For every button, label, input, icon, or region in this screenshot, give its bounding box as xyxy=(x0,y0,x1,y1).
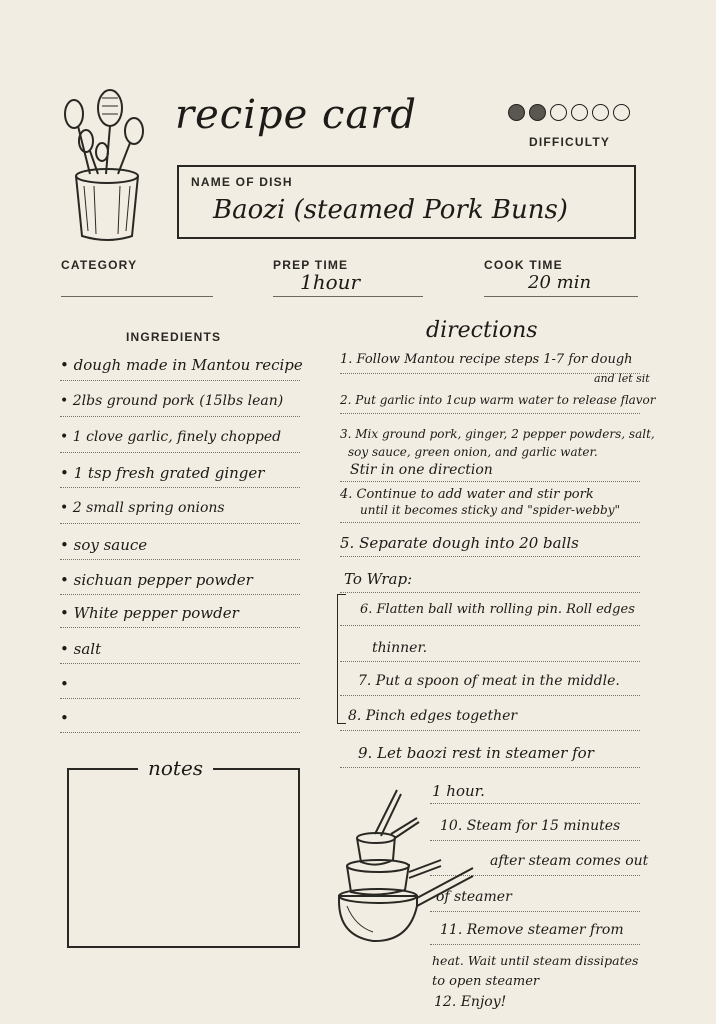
difficulty-rating xyxy=(508,104,630,121)
direction-step: 1 hour. xyxy=(432,782,485,800)
ingredient-text: salt xyxy=(73,640,102,658)
prep-time-label: PREP TIME xyxy=(273,258,349,272)
ingredients-title: INGREDIENTS xyxy=(126,330,222,344)
category-label: CATEGORY xyxy=(61,258,138,272)
ingredient-line xyxy=(60,698,300,699)
notes-title: notes xyxy=(138,756,213,780)
direction-step: 1. Follow Mantou recipe steps 1-7 for dough xyxy=(340,352,633,367)
cook-time-line xyxy=(484,296,638,297)
direction-step: 10. Steam for 15 minutes xyxy=(440,818,621,834)
direction-step: soy sauce, green onion, and garlic water. xyxy=(348,445,598,459)
cook-time-label: COOK TIME xyxy=(484,258,563,272)
direction-note: and let sit xyxy=(594,372,650,385)
dish-name-value: Baozi (steamed Pork Buns) xyxy=(213,195,568,225)
ingredient-text: soy sauce xyxy=(73,536,148,554)
direction-line xyxy=(340,522,640,523)
direction-line xyxy=(340,373,640,374)
ingredient-line xyxy=(60,559,300,560)
direction-line xyxy=(340,556,640,557)
prep-time-line xyxy=(273,296,423,297)
direction-step: thinner. xyxy=(372,640,428,656)
ingredient-text: 1 clove garlic, finely chopped xyxy=(72,429,282,445)
cooking-pots-icon xyxy=(325,786,475,946)
directions-title: directions xyxy=(426,318,538,343)
dish-name-label: NAME OF DISH xyxy=(191,175,293,189)
difficulty-dot xyxy=(592,104,609,121)
page-title: recipe card xyxy=(175,92,417,138)
ingredient-item: • salt xyxy=(60,640,102,658)
ingredient-item: • xyxy=(60,709,69,727)
ingredient-line xyxy=(60,627,300,628)
direction-step: Stir in one direction xyxy=(350,462,493,478)
ingredient-item: • soy sauce xyxy=(60,536,148,554)
ingredient-item: • 2lbs ground pork (15lbs lean) xyxy=(60,393,284,409)
to-wrap-heading: To Wrap: xyxy=(344,570,413,588)
ingredient-line xyxy=(60,594,300,595)
dish-name-box xyxy=(177,165,636,239)
ingredient-item: • xyxy=(60,675,69,693)
ingredient-text: White pepper powder xyxy=(73,604,239,622)
direction-line xyxy=(340,767,640,768)
ingredient-item: • dough made in Mantou recipe xyxy=(60,356,303,374)
direction-step: until it becomes sticky and "spider-webby" xyxy=(360,503,621,517)
ingredient-line xyxy=(60,416,300,417)
direction-step: 2. Put garlic into 1cup warm water to release flavor xyxy=(340,393,656,407)
ingredient-item: • White pepper powder xyxy=(60,604,239,622)
ingredient-line xyxy=(60,732,300,733)
direction-step: 6. Flatten ball with rolling pin. Roll edges xyxy=(360,602,635,617)
direction-step: heat. Wait until steam dissipates xyxy=(432,953,639,968)
ingredient-item: • 1 clove garlic, finely chopped xyxy=(60,429,282,445)
difficulty-dot xyxy=(550,104,567,121)
ingredient-text: 1 tsp fresh grated ginger xyxy=(73,464,265,482)
direction-step: of steamer xyxy=(436,889,512,905)
direction-line xyxy=(340,625,640,626)
direction-step: after steam comes out xyxy=(490,853,649,869)
ingredient-line xyxy=(60,452,300,453)
notes-box xyxy=(67,768,300,948)
ingredient-item: • 2 small spring onions xyxy=(60,500,225,516)
ingredient-text: sichuan pepper powder xyxy=(73,571,253,589)
category-line xyxy=(61,296,213,297)
direction-line xyxy=(340,695,640,696)
prep-time-value: 1hour xyxy=(300,270,361,294)
ingredient-text: 2lbs ground pork (15lbs lean) xyxy=(72,393,284,409)
ingredient-line xyxy=(60,380,300,381)
direction-step: 12. Enjoy! xyxy=(434,994,507,1010)
difficulty-dot xyxy=(571,104,588,121)
ingredient-line xyxy=(60,487,300,488)
utensil-jar-icon xyxy=(58,86,158,246)
direction-step: 3. Mix ground pork, ginger, 2 pepper powders, salt, xyxy=(340,427,655,441)
direction-step: 11. Remove steamer from xyxy=(440,922,624,938)
direction-step: 9. Let baozi rest in steamer for xyxy=(358,744,594,762)
direction-line xyxy=(340,413,640,414)
ingredient-item: • 1 tsp fresh grated ginger xyxy=(60,464,265,482)
direction-step: 7. Put a spoon of meat in the middle. xyxy=(358,673,620,689)
direction-line xyxy=(340,592,640,593)
direction-line xyxy=(340,661,640,662)
wrap-bracket xyxy=(337,594,346,724)
direction-step: 5. Separate dough into 20 balls xyxy=(340,534,579,552)
cook-time-value: 20 min xyxy=(528,272,592,293)
ingredient-line xyxy=(60,663,300,664)
difficulty-dot xyxy=(613,104,630,121)
direction-step: 8. Pinch edges together xyxy=(348,708,518,724)
ingredient-line xyxy=(60,523,300,524)
direction-line xyxy=(340,481,640,482)
ingredient-text: dough made in Mantou recipe xyxy=(73,356,303,374)
direction-step: to open steamer xyxy=(432,974,540,989)
difficulty-dot xyxy=(508,104,525,121)
direction-step: 4. Continue to add water and stir pork xyxy=(340,487,594,502)
direction-line xyxy=(340,730,640,731)
ingredient-text: 2 small spring onions xyxy=(72,500,225,516)
ingredient-item: • sichuan pepper powder xyxy=(60,571,253,589)
difficulty-dot xyxy=(529,104,546,121)
difficulty-label: DIFFICULTY xyxy=(529,135,611,149)
